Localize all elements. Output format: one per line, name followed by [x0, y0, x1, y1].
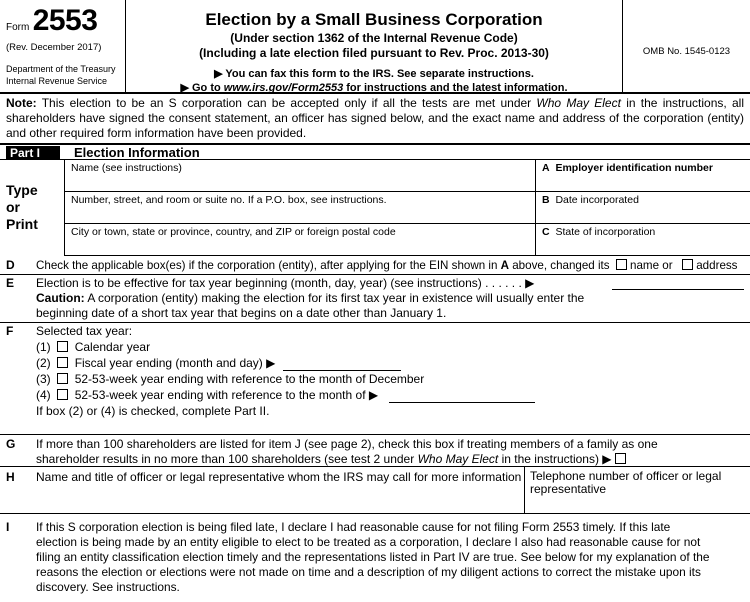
state-incorporation-field[interactable]: C State of incorporation	[535, 224, 750, 256]
part-1-label: Part I	[6, 146, 60, 160]
type-or-print-label: Type or Print	[6, 182, 38, 232]
street-field[interactable]: Number, street, and room or suite no. If a P.O. box, see instructions.	[65, 192, 535, 224]
effective-date-field[interactable]	[612, 278, 744, 290]
family-shareholder-checkbox[interactable]	[615, 453, 626, 464]
week-year-december-checkbox[interactable]	[57, 373, 68, 384]
dept-line-1: Department of the Treasury	[6, 64, 116, 74]
form-id-block	[0, 0, 126, 92]
revision-date: (Rev. December 2017)	[6, 42, 102, 53]
form-number: 2553	[32, 4, 98, 37]
ein-field[interactable]: A Employer identification number	[535, 160, 750, 192]
name-field[interactable]: Name (see instructions)	[65, 160, 535, 192]
election-note: Note: This election to be an S corporation can be accepted only if all the tests are met under Who May Elect in the instructions, all shareholders have signed the consent statement, an officer has signed below, and the exact name and address of the corporation (entity) and other required form information have been provided.	[6, 96, 744, 140]
department	[6, 63, 125, 87]
form-word: Form	[6, 22, 30, 33]
form-subtitle-1: (Under section 1362 of the Internal Revenue Code)	[230, 31, 518, 45]
date-incorporated-field[interactable]: B Date incorporated	[535, 192, 750, 224]
entity-info-grid	[64, 160, 750, 256]
week-year-month-checkbox[interactable]	[57, 389, 68, 400]
dept-line-2: Internal Revenue Service	[6, 76, 108, 86]
address-change-checkbox[interactable]	[682, 259, 693, 270]
form-header	[0, 0, 750, 94]
form-title-block	[126, 0, 622, 92]
officer-name-field[interactable]: Name and title of officer or legal representative whom the IRS may call for more information	[36, 470, 522, 484]
form-title: Election by a Small Business Corporation	[205, 10, 543, 29]
part-2-instruction: If box (2) or (4) is checked, complete Part II.	[36, 404, 270, 418]
officer-phone-field[interactable]: Telephone number of officer or legal representative	[530, 469, 722, 496]
city-field[interactable]: City or town, state or province, country, and ZIP or foreign postal code	[71, 226, 396, 238]
part-1-header	[0, 143, 750, 160]
omb-number: OMB No. 1545-0123	[622, 0, 750, 92]
week-year-month-field[interactable]	[389, 390, 535, 403]
fiscal-year-checkbox[interactable]	[57, 357, 68, 368]
line-h: H Name and title of officer or legal representative whom the IRS may call for more information Telephone number of officer or legal representative	[0, 466, 750, 514]
form-subtitle-2: (Including a late election filed pursuant to Rev. Proc. 2013-30)	[199, 46, 549, 60]
part-1-title: Election Information	[74, 145, 200, 160]
calendar-year-checkbox[interactable]	[57, 341, 68, 352]
fax-note: ▶ You can fax this form to the IRS. See separate instructions.	[214, 68, 534, 80]
website-note: ▶ Go to www.irs.gov/Form2553 for instructions and the latest information.	[180, 82, 568, 94]
fiscal-year-end-field[interactable]	[283, 358, 401, 371]
name-change-checkbox[interactable]	[616, 259, 627, 270]
irs-link[interactable]: www.irs.gov/Form2553	[223, 82, 344, 94]
